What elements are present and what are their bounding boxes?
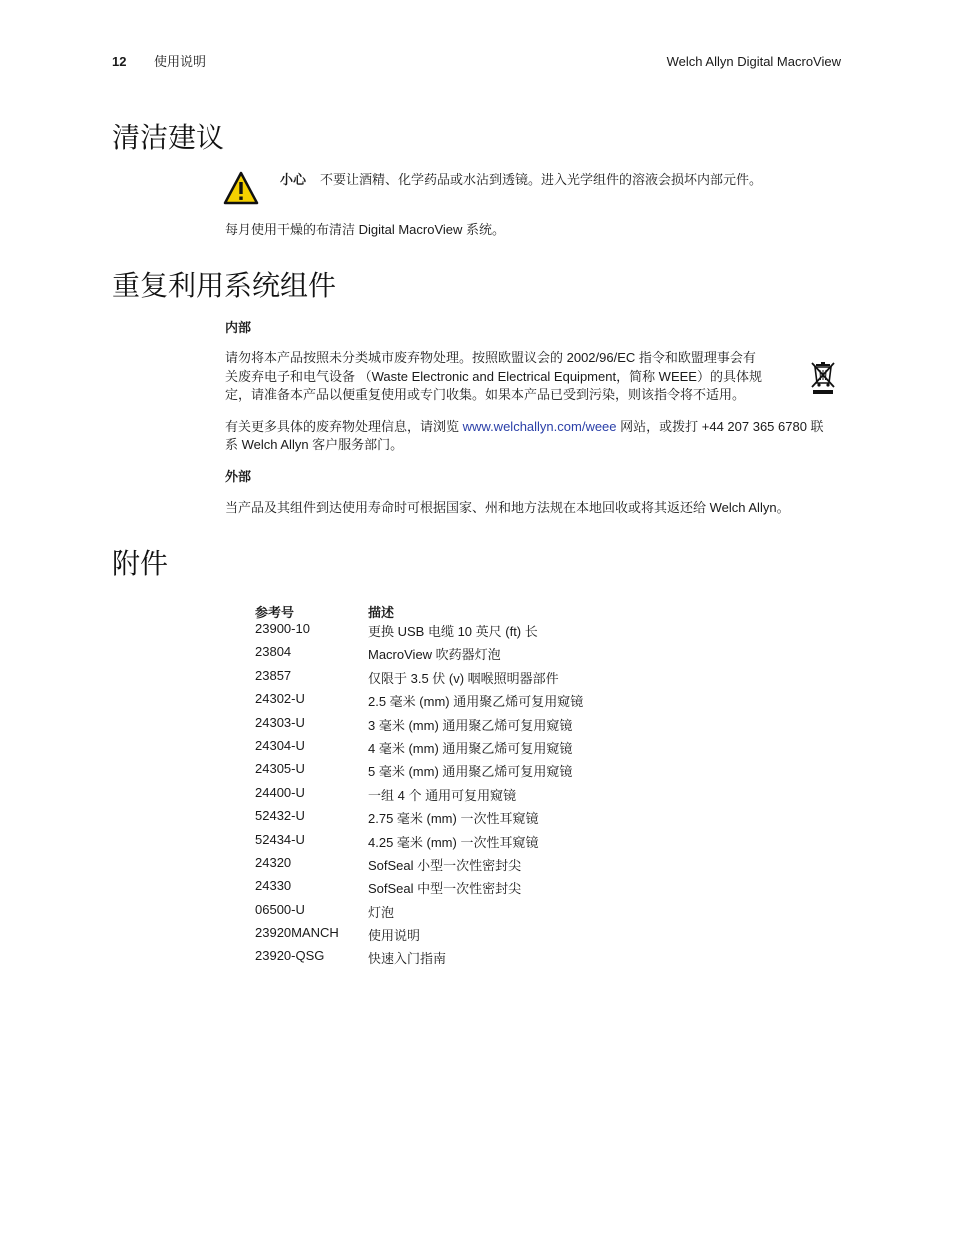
table-row xyxy=(255,832,583,855)
table-row xyxy=(255,855,583,878)
page-number: 12 xyxy=(112,54,127,69)
crossed-out-bin-icon xyxy=(809,360,837,396)
ref-cell: 24303-U xyxy=(255,714,305,730)
column-header-desc: 描述 xyxy=(368,604,395,620)
desc-cell: 灯泡 xyxy=(368,904,395,920)
info-text-before-link: 有关更多具体的废弃物处理信息，请浏览 xyxy=(225,419,463,434)
recycle-heading: 重复利用系统组件 xyxy=(112,270,337,301)
ref-cell: 23900-10 xyxy=(255,621,310,636)
accessories-heading: 附件 xyxy=(112,548,169,579)
table-row xyxy=(255,902,583,925)
desc-cell: SofSeal 中型一次性密封尖 xyxy=(368,881,522,897)
ref-cell: 24320 xyxy=(255,854,292,870)
desc-cell: 3 毫米 (mm) 通用聚乙烯可复用窥镜 xyxy=(368,717,573,733)
external-text: 当产品及其组件到达使用寿命时可根据国家、州和地方法规在本地回收或将其返还给 Welch Allyn。 xyxy=(225,500,790,515)
table-row xyxy=(255,878,583,901)
table-row xyxy=(255,948,583,971)
desc-cell: 快速入门指南 xyxy=(368,951,447,967)
column-header-ref: 参考号 xyxy=(255,604,295,620)
table-row xyxy=(255,761,583,784)
desc-cell: 4.25 毫米 (mm) 一次性耳窥镜 xyxy=(368,834,539,850)
table-row xyxy=(255,691,583,714)
table-row xyxy=(255,738,583,761)
table-header-row xyxy=(255,601,583,621)
info-line-2: 系 Welch Allyn 客户服务部门。 xyxy=(225,437,404,452)
ref-cell: 24302-U xyxy=(255,691,305,707)
table-row xyxy=(255,621,583,644)
ref-cell: 52432-U xyxy=(255,808,305,824)
running-product-name: Welch Allyn Digital MacroView xyxy=(666,54,841,69)
internal-line-3: 定，请准备本产品以便重复使用或专门收集。如果本产品已受到污染，则该指令将不适用。 xyxy=(225,387,746,402)
ref-cell: 24330 xyxy=(255,878,292,894)
table-row xyxy=(255,668,583,691)
internal-line-2: 关废弃电子和电气设备 （Waste Electronic and Electrical Equipment，简称 WEEE）的具体规 xyxy=(225,369,762,384)
accessories-table xyxy=(255,601,583,972)
desc-cell: 4 毫米 (mm) 通用聚乙烯可复用窥镜 xyxy=(368,740,573,756)
desc-cell: 更换 USB 电缆 10 英尺 (ft) 长 xyxy=(368,624,538,639)
internal-heading: 内部 xyxy=(225,320,252,335)
desc-cell: 2.5 毫米 (mm) 通用聚乙烯可复用窥镜 xyxy=(368,694,584,710)
table-row xyxy=(255,808,583,831)
weee-link[interactable]: www.welchallyn.com/weee xyxy=(462,419,617,434)
running-doc-title: 使用说明 xyxy=(154,54,207,69)
desc-cell: 使用说明 xyxy=(368,928,421,944)
desc-cell: 5 毫米 (mm) 通用聚乙烯可复用窥镜 xyxy=(368,764,573,780)
ref-cell: 23920-QSG xyxy=(255,948,325,964)
table-row xyxy=(255,644,583,667)
info-line-1 xyxy=(225,418,824,436)
ref-cell: 06500-U xyxy=(255,901,305,917)
warning-triangle-icon xyxy=(223,171,259,205)
ref-cell: 23804 xyxy=(255,644,292,660)
desc-cell: 仅限于 3.5 伏 (v) 咽喉照明器部件 xyxy=(368,670,559,686)
table-row xyxy=(255,715,583,738)
ref-cell: 23920MANCH xyxy=(255,925,339,941)
caution-note xyxy=(280,171,762,189)
external-heading: 外部 xyxy=(225,469,252,484)
cleaning-heading: 清洁建议 xyxy=(112,122,225,153)
ref-cell: 24400-U xyxy=(255,784,305,800)
desc-cell: SofSeal 小型一次性密封尖 xyxy=(368,857,522,873)
table-row xyxy=(255,925,583,948)
info-text-after-link: 网站，或拨打 +44 207 365 6780 联 xyxy=(616,419,824,434)
caution-label: 小心 xyxy=(280,172,307,187)
ref-cell: 52434-U xyxy=(255,831,305,847)
internal-line-1: 请勿将本产品按照未分类城市废弃物处理。按照欧盟议会的 2002/96/EC 指令和欧盟理事会有 xyxy=(225,350,756,365)
caution-text: 不要让酒精、化学药品或水沾到透镜。进入光学组件的溶液会损坏内部元件。 xyxy=(320,172,763,187)
desc-cell: 2.75 毫米 (mm) 一次性耳窥镜 xyxy=(368,811,539,827)
desc-cell: MacroView 吹药器灯泡 xyxy=(368,647,501,663)
ref-cell: 24304-U xyxy=(255,737,305,753)
desc-cell: 一组 4 个 通用可复用窥镜 xyxy=(368,787,517,803)
ref-cell: 24305-U xyxy=(255,761,305,777)
table-row xyxy=(255,785,583,808)
ref-cell: 23857 xyxy=(255,667,292,683)
cleaning-body: 每月使用干燥的布清洁 Digital MacroView 系统。 xyxy=(225,222,506,237)
